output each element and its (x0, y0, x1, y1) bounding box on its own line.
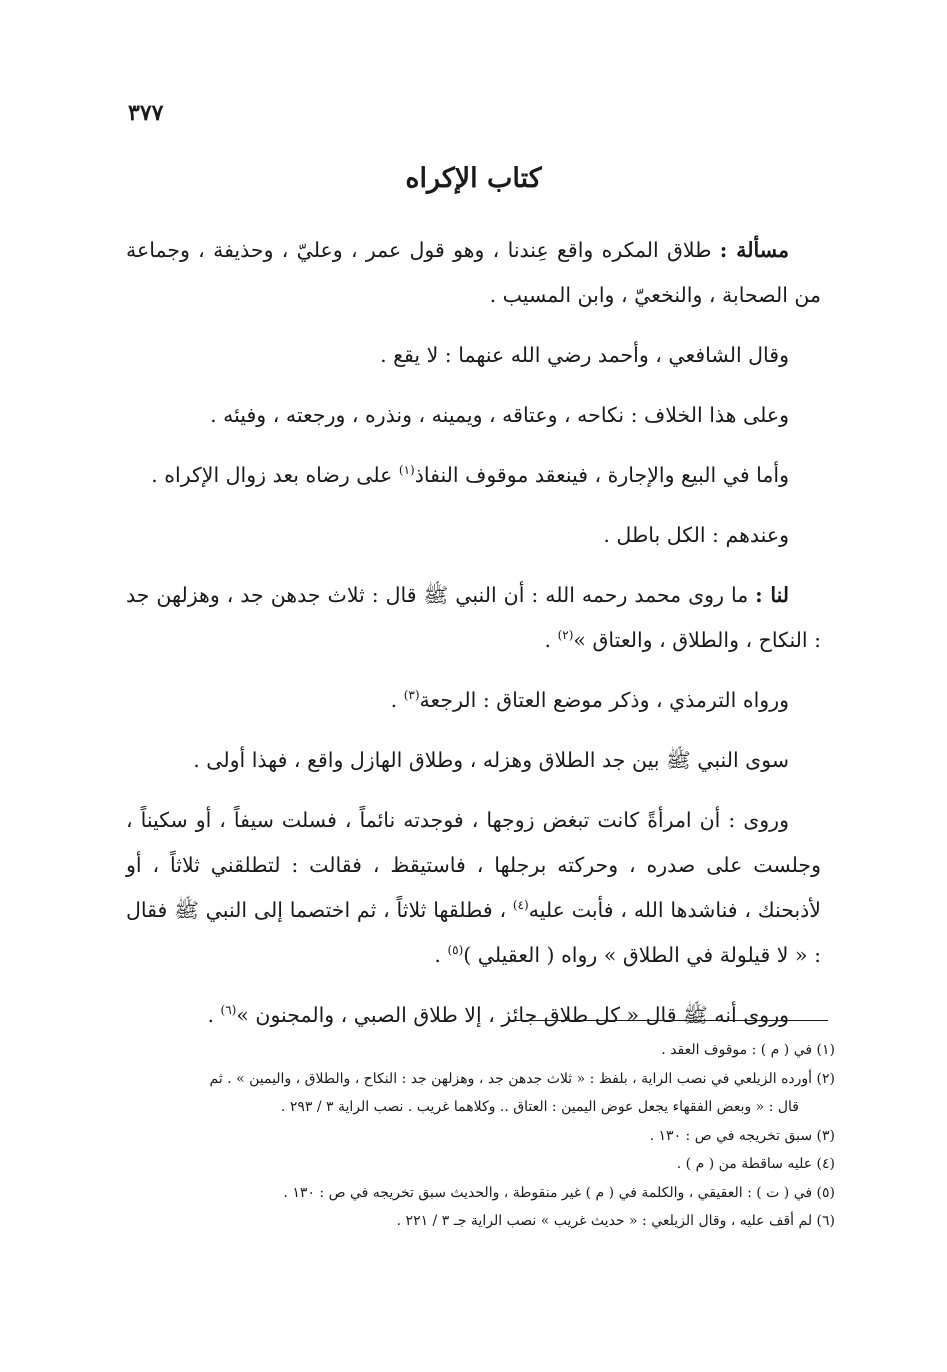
footnote-4: (٤) عليه ساقطة من ( م ) . (676, 1156, 835, 1172)
footnotes (128, 1036, 835, 1236)
paragraph-8 (126, 738, 821, 783)
paragraph-text: سوى النبي ﷺ بين جد الطلاق وهزله ، وطلاق الهازل واقع ، فهذا أولى . (193, 748, 789, 772)
paragraph-text: وأما في البيع والإجارة ، فينعقد موقوف النفاذ (414, 463, 789, 487)
paragraph-lead: لنا : (755, 583, 789, 607)
paragraph-text: وروى : أن امرأةً كانت تبغض زوجها ، فوجدته نائماً ، فسلت سيفاً ، أو سكيناً ، وجلست على صدره ، وحركته برجلها ، فاستيقظ ، فقالت : لتطلقني ثلاثاً ، أو لأذبحنك ، فناشدها الله ، فأبت عليه (126, 808, 821, 922)
paragraph-text: وروى أنه ﷺ قال « كل طلاق جائز ، إلا طلاق الصبي ، والمجنون » (236, 1003, 789, 1027)
main-text (126, 228, 821, 1053)
paragraph-text: وقال الشافعي ، وأحمد رضي الله عنهما : لا يقع . (380, 343, 789, 367)
paragraph-text: وعلى هذا الخلاف : نكاحه ، وعتاقه ، ويمينه ، ونذره ، ورجعته ، وفيئه . (210, 403, 789, 427)
footnote-divider (510, 1020, 828, 1021)
footnote-3: (٣) سبق تخريجه في ص : ١٣٠ . (649, 1127, 835, 1144)
footnote-marker: (٤) (512, 898, 529, 913)
footnote-continuation: قال : « وبعض الفقهاء يجعل عوض اليمين : العتاق .. وكلاهما غريب . نصب الراية ٣ / ٢٩٣ . (280, 1099, 799, 1115)
paragraph-3 (126, 393, 821, 438)
page-number: ٣٧٧ (128, 100, 164, 126)
paragraph-7 (126, 678, 821, 723)
paragraph-text: . (390, 688, 404, 712)
paragraph-text: ورواه الترمذي ، وذكر موضع العتاق : الرجعة (419, 688, 789, 712)
paragraph-10 (126, 993, 821, 1038)
footnote-marker: (١) (398, 463, 415, 478)
paragraph-6 (126, 573, 821, 663)
footnote-marker: (٢) (557, 628, 574, 643)
paragraph-2 (126, 333, 821, 378)
footnote-marker: (٣) (403, 688, 420, 703)
paragraph-lead: مسألة : (719, 238, 789, 262)
paragraph-text: وعندهم : الكل باطل . (603, 523, 789, 547)
paragraph-text: . (207, 1003, 221, 1027)
paragraph-text: . (434, 943, 448, 967)
footnote-2 (128, 1065, 835, 1122)
paragraph-text: . (544, 628, 558, 652)
paragraph-1 (126, 228, 821, 318)
chapter-title: كتاب الإكراه (405, 163, 542, 194)
paragraph-text: ما روى محمد رحمه الله : أن النبي ﷺ قال : ثلاث جدهن جد ، وهزلهن جد : النكاح ، والطلاق ، والعتاق » (126, 583, 821, 652)
paragraph-text: ، فطلقها ثلاثاً ، ثم اختصما إلى النبي ﷺ فقال : « لا قيلولة في الطلاق » رواه ( العقيلي ) (126, 898, 821, 967)
footnote-marker: (٥) (447, 943, 464, 958)
paragraph-text: على رضاه بعد زوال الإكراه . (151, 463, 399, 487)
paragraph-text: طلاق المكره واقع عِندنا ، وهو قول عمر ، وعليّ ، وحذيفة ، وجماعة من الصحابة ، والنخعيّ ، وابن المسيب . (126, 238, 821, 307)
footnote-text: (٢) أورده الزيلعي في نصب الراية ، بلفظ : « ثلاث جدهن جد ، وهزلهن جد : النكاح ، والطلاق ، واليمين » . ثم (209, 1070, 835, 1087)
footnote-marker: (٦) (220, 1003, 237, 1018)
footnote-1: (١) في ( م ) : موقوف العقد . (661, 1042, 835, 1058)
paragraph-9 (126, 798, 821, 978)
footnote-5: (٥) في ( ت ) : العقيقي ، والكلمة في ( م ) غير منقوطة ، والحديث سبق تخريجه في ص : ١٣٠ . (283, 1184, 835, 1201)
paragraph-4 (126, 453, 821, 498)
paragraph-5 (126, 513, 821, 558)
footnote-6: (٦) لم أقف عليه ، وقال الزيلعي : « حديث غريب » نصب الراية جـ ٣ / ٢٢١ . (396, 1213, 835, 1229)
